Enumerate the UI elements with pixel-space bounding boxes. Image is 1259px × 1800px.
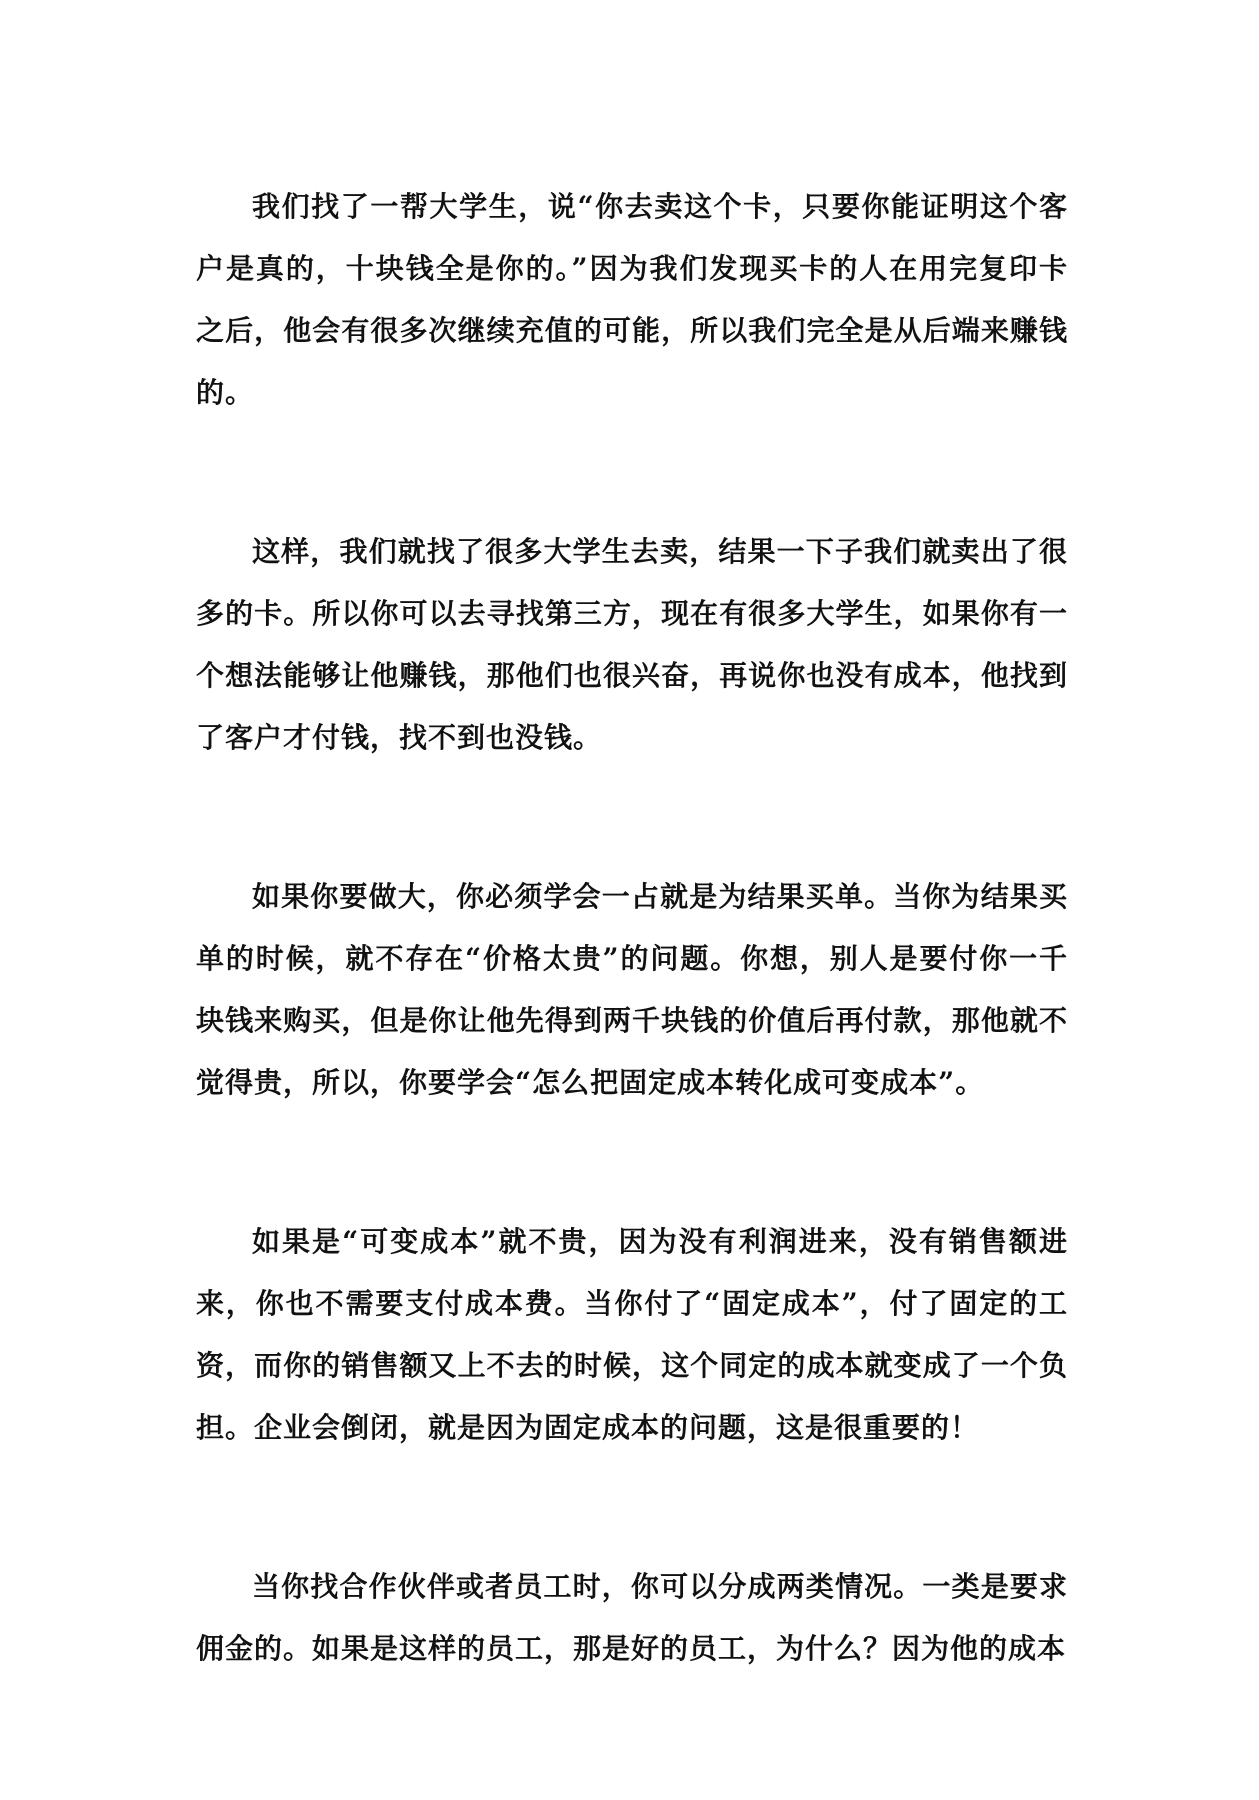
- paragraph-5: 当你找合作伙伴或者员工时，你可以分成两类情况。一类是要求佣金的。如果是这样的员工，那是好的员工，为什么？因为他的成本: [196, 1570, 1068, 1665]
- paragraph-1: 我们找了一帮大学生，说“你去卖这个卡，只要你能证明这个客户是真的，十块钱全是你的。”因为我们发现买卡的人在用完复印卡之后，他会有很多次继续充值的可能，所以我们完全是从后端来赚钱的。: [196, 190, 1068, 409]
- paragraph-3: 如果你要做大，你必须学会一占就是为结果买单。当你为结果买单的时候，就不存在“价格太贵”的问题。你想，别人是要付你一千块钱来购买，但是你让他先得到两千块钱的价值后再付款，那他就不觉得贵，所以，你要学会“怎么把固定成本转化成可变成本”。: [196, 880, 1068, 1099]
- paragraph-2: 这样，我们就找了很多大学生去卖，结果一下子我们就卖出了很多的卡。所以你可以去寻找第三方，现在有很多大学生，如果你有一个想法能够让他赚钱，那他们也很兴奋，再说你也没有成本，他找到了客户才付钱，找不到也没钱。: [196, 535, 1068, 754]
- document-body: [196, 176, 1068, 1680]
- paragraph-4: 如果是“可变成本”就不贵，因为没有利润进来，没有销售额进来，你也不需要支付成本费。当你付了“固定成本”，付了固定的工资，而你的销售额又上不去的时候，这个同定的成本就变成了一个负担。企业会倒闭，就是因为固定成本的问题，这是很重要的！: [196, 1225, 1068, 1444]
